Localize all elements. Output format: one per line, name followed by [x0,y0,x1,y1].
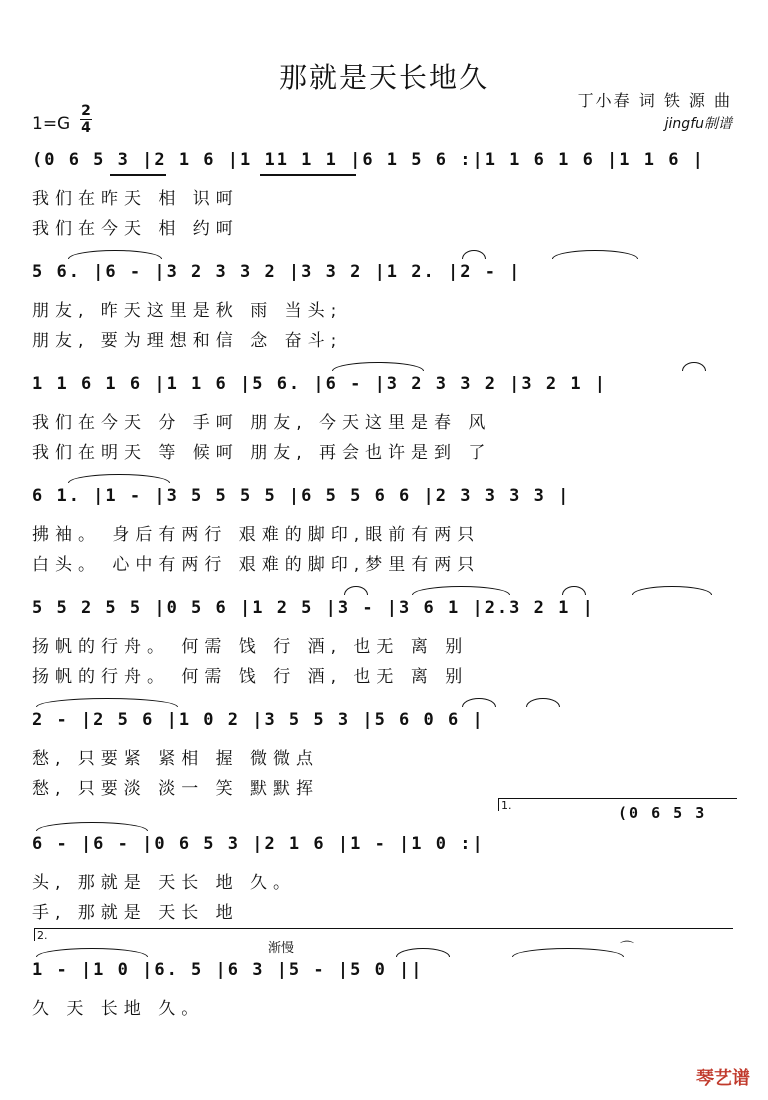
tie-slur [68,474,170,483]
lyrics-verse-1: 愁, 只要紧 紧相 握 微微点 [32,749,320,769]
volta-first-ending: 1. [498,798,737,811]
lyrics-verse-1: 扬帆的行舟。 何需 饯 行 酒, 也无 离 别 [32,637,469,657]
notation-line: 6 - |6 - |0 6 5 3 |2 1 6 |1 - |1 0 :| [32,834,485,854]
tempo-marking: 渐慢 [268,941,295,956]
lyrics-verse-2: 愁, 只要淡 淡一 笑 默默挥 [32,779,320,799]
arranger-credit: jingfu制谱 [664,116,732,132]
key-signature: 1=G [32,114,71,134]
lyrics-verse-1: 我们在今天 分 手呵 朋友, 今天这里是春 风 [32,413,492,433]
lyrics-verse-2: 我们在今天 相 约呵 [32,219,239,239]
tie-slur [632,586,712,595]
repeat-intro-notes: (0 6 5 3 [618,804,707,822]
time-signature-bottom: 4 [81,120,91,136]
tie-slur [412,586,510,595]
song-credits: 丁小春 词 铁 源 曲 [577,91,732,110]
tie-slur [344,586,368,595]
notation-line: 2 - |2 5 6 |1 0 2 |3 5 5 3 |5 6 0 6 | [32,710,485,730]
lyrics-verse-2: 白头。 心中有两行 艰难的脚印,梦里有两只 [32,555,481,575]
tie-slur [36,822,148,831]
notation-line: 5 5 2 5 5 |0 5 6 |1 2 5 |3 - |3 6 1 |2.3 2 1 | [32,598,595,618]
lyrics-verse-1: 久 天 长地 久。 [32,999,205,1019]
lyrics-verse-1: 拂袖。 身后有两行 艰难的脚印,眼前有两只 [32,525,481,545]
volta-second-ending: 2. [34,928,733,941]
lyrics-verse-2: 我们在明天 等 候呵 朋友, 再会也许是到 了 [32,443,492,463]
lyrics-verse-1: 我们在昨天 相 识呵 [32,189,239,209]
fermata-icon: ⌒ [620,941,634,957]
beam-line [260,174,356,176]
lyrics-verse-1: 朋友, 昨天这里是秋 雨 当头; [32,301,343,321]
notation-line: 1 1 6 1 6 |1 1 6 |5 6. |6 - |3 2 3 3 2 |3 2 1 | [32,374,608,394]
lyrics-verse-1: 头, 那就是 天长 地 久。 [32,873,297,893]
notation-line: (0 6 5 3 |2 1 6 |1 11 1 1 |6 1 5 6 :|1 1 6 1 6 |1 1 6 | [32,150,705,170]
tie-slur [682,362,706,371]
tie-slur [396,948,450,957]
tie-slur [526,698,560,707]
lyrics-verse-2: 手, 那就是 天长 地 [32,903,239,923]
tie-slur [68,250,162,259]
tie-slur [462,698,496,707]
tie-slur [512,948,624,957]
tie-slur [36,948,148,957]
tie-slur [552,250,638,259]
notation-line: 6 1. |1 - |3 5 5 5 5 |6 5 5 6 6 |2 3 3 3 3 | [32,486,571,506]
tie-slur [332,362,424,371]
time-signature-top: 2 [81,103,91,119]
tie-slur [562,586,586,595]
notation-line: 5 6. |6 - |3 2 3 3 2 |3 3 2 |1 2. |2 - | [32,262,522,282]
song-title: 那就是天长地久 [278,61,489,94]
time-signature [80,104,92,135]
notation-line: 1 - |1 0 |6. 5 |6 3 |5 - |5 0 || [32,960,424,980]
tie-slur [462,250,486,259]
lyrics-verse-2: 扬帆的行舟。 何需 饯 行 酒, 也无 离 别 [32,667,469,687]
site-watermark: 琴艺谱 [696,1068,750,1089]
beam-line [110,174,166,176]
tie-slur [36,698,178,707]
lyrics-verse-2: 朋友, 要为理想和信 念 奋斗; [32,331,343,351]
